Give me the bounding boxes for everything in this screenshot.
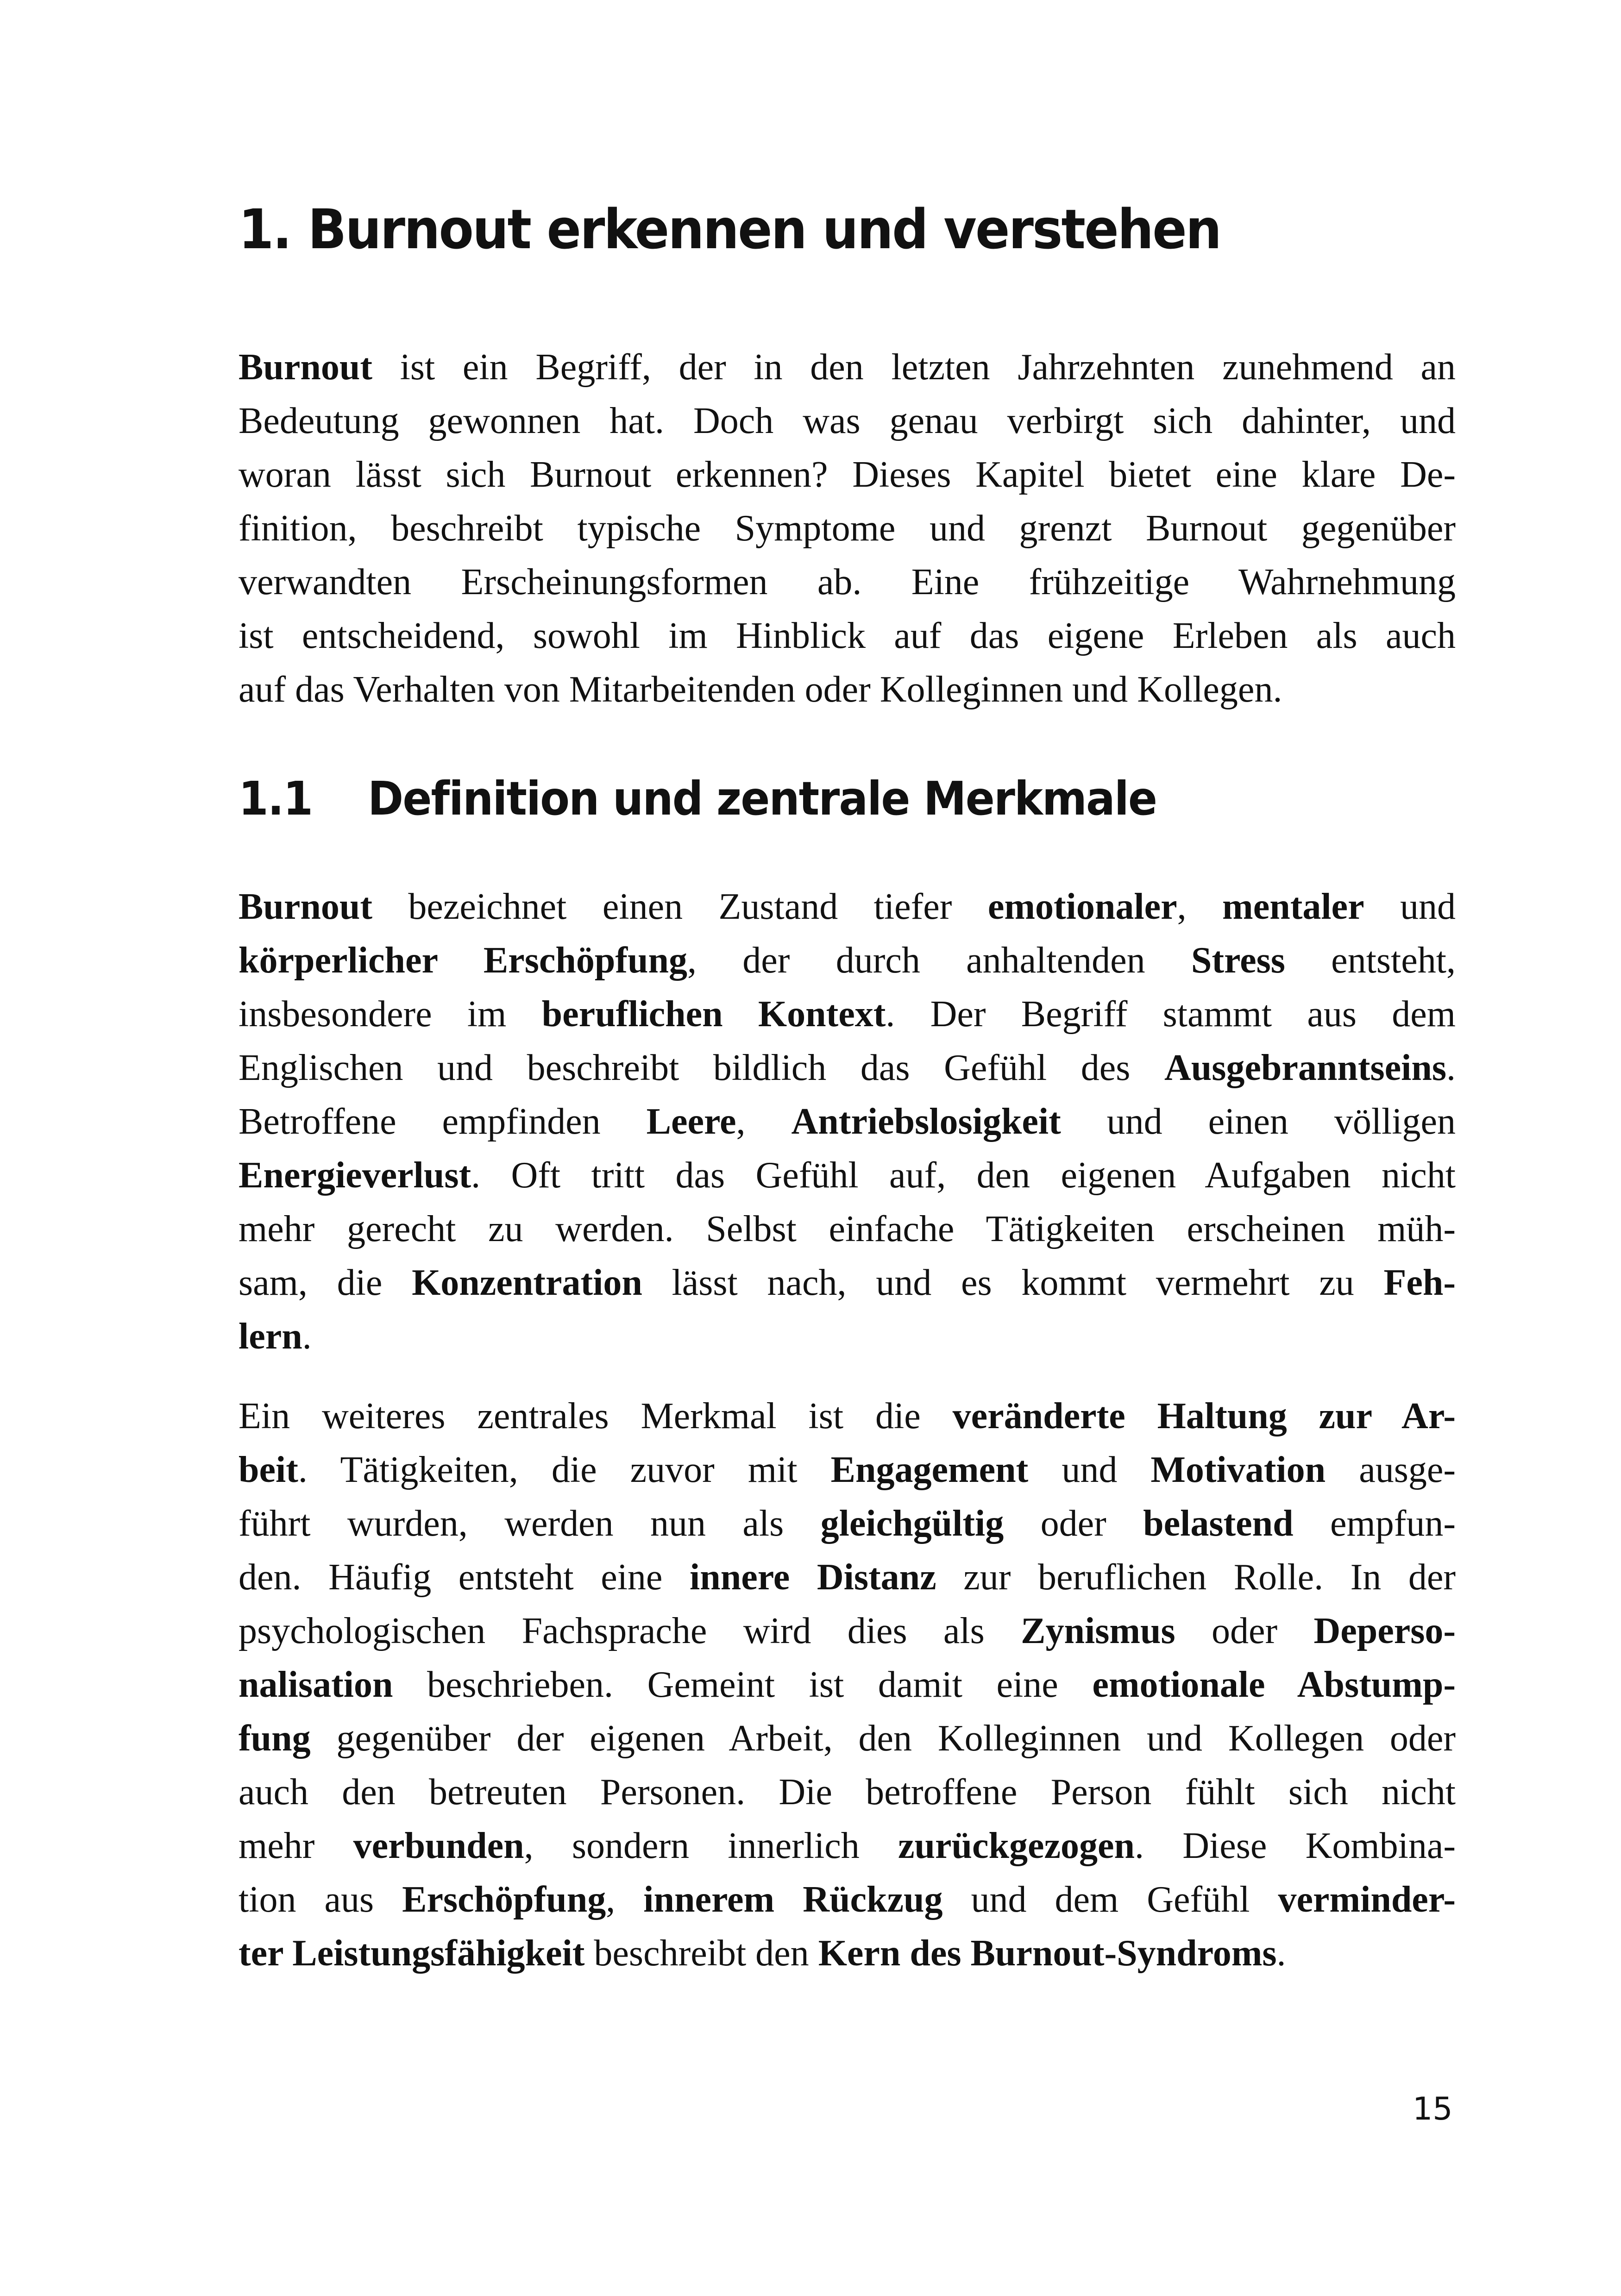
text-line: nalisation beschrieben. Gemeint ist damit eine emotionale Abstump- bbox=[239, 1664, 1456, 1705]
text-line: mehr verbunden, sondern innerlich zurückgezogen. Diese Kombina- bbox=[239, 1826, 1456, 1866]
definition-paragraph bbox=[239, 880, 1456, 1363]
emphasized-term: beit bbox=[239, 1449, 298, 1490]
emphasized-term: Feh- bbox=[1383, 1262, 1456, 1303]
emphasized-term: Leere bbox=[646, 1101, 736, 1142]
text-line: Ein weiteres zentrales Merkmal ist die veränderte Haltung zur Ar- bbox=[239, 1396, 1456, 1437]
emphasized-term: nalisation bbox=[239, 1664, 393, 1705]
emphasized-term: körperlicher Erschöpfung bbox=[239, 940, 687, 981]
text-line: fung gegenüber der eigenen Arbeit, den Kolleginnen und Kollegen oder bbox=[239, 1718, 1456, 1759]
text-line: führt wurden, werden nun als gleichgültig oder belastend empfun- bbox=[239, 1503, 1456, 1544]
text-line: sam, die Konzentration lässt nach, und es kommt vermehrt zu Feh- bbox=[239, 1262, 1456, 1303]
emphasized-term: belastend bbox=[1143, 1503, 1294, 1544]
emphasized-term: Deperso- bbox=[1313, 1611, 1456, 1651]
emphasized-term: Antriebslosigkeit bbox=[791, 1101, 1061, 1142]
text-line: den. Häufig entsteht eine innere Distanz zur beruflichen Rolle. In der bbox=[239, 1557, 1456, 1598]
text-line: Betroffene empfinden Leere, Antriebslosigkeit und einen völligen bbox=[239, 1101, 1456, 1142]
emphasized-term: Energieverlust bbox=[239, 1155, 471, 1196]
text-line: Bedeutung gewonnen hat. Doch was genau verbirgt sich dahinter, und bbox=[239, 401, 1456, 441]
chapter-heading bbox=[239, 194, 1220, 264]
text-line: woran lässt sich Burnout erkennen? Dieses Kapitel bietet eine klare De- bbox=[239, 454, 1456, 495]
text-line: verwandten Erscheinungsformen ab. Eine frühzeitige Wahrnehmung bbox=[239, 562, 1456, 602]
emphasized-term: Burnout bbox=[239, 347, 372, 388]
text-line: Energieverlust. Oft tritt das Gefühl auf, den eigenen Aufgaben nicht bbox=[239, 1155, 1456, 1196]
section-title: Definition und zentrale Merkmale bbox=[368, 772, 1157, 826]
text-line: ist entscheidend, sowohl im Hinblick auf das eigene Erleben als auch bbox=[239, 615, 1456, 656]
text-line: beit. Tätigkeiten, die zuvor mit Engagement und Motivation ausge- bbox=[239, 1449, 1456, 1490]
text-line: finition, beschreibt typische Symptome und grenzt Burnout gegenüber bbox=[239, 508, 1456, 549]
emphasized-term: mentaler bbox=[1222, 886, 1364, 927]
emphasized-term: gleichgültig bbox=[820, 1503, 1004, 1544]
emphasized-term: verminder- bbox=[1278, 1879, 1456, 1920]
emphasized-term: Zynismus bbox=[1021, 1611, 1175, 1651]
emphasized-term: innerem Rückzug bbox=[643, 1879, 943, 1920]
emphasized-term: Kern des Burnout-Syndroms bbox=[818, 1933, 1277, 1974]
emphasized-term: beruflichen Kontext bbox=[541, 994, 886, 1035]
text-line: auch den betreuten Personen. Die betroffene Person fühlt sich nicht bbox=[239, 1772, 1456, 1813]
intro-paragraph bbox=[239, 340, 1456, 716]
text-line: auf das Verhalten von Mitarbeitenden oder Kolleginnen und Kollegen. bbox=[239, 669, 1282, 710]
text-line: tion aus Erschöpfung, innerem Rückzug und dem Gefühl verminder- bbox=[239, 1879, 1456, 1920]
emphasized-term: Stress bbox=[1191, 940, 1285, 981]
section-number: 1.1 bbox=[239, 772, 313, 826]
emphasized-term: Konzentration bbox=[412, 1262, 642, 1303]
page-number: 15 bbox=[1413, 2091, 1453, 2127]
emphasized-term: emotionaler bbox=[987, 886, 1177, 927]
emphasized-term: lern bbox=[239, 1316, 302, 1357]
text-line: lern. bbox=[239, 1316, 312, 1357]
emphasized-term: Ausgebranntseins bbox=[1164, 1048, 1446, 1088]
section-heading bbox=[239, 766, 1156, 831]
text-line: Burnout bezeichnet einen Zustand tiefer emotionaler, mentaler und bbox=[239, 886, 1456, 927]
text-line: ter Leistungsfähigkeit beschreibt den Kern des Burnout-Syndroms. bbox=[239, 1933, 1286, 1974]
characteristics-paragraph bbox=[239, 1389, 1456, 1980]
text-line: Burnout ist ein Begriff, der in den letzten Jahrzehnten zunehmend an bbox=[239, 347, 1456, 388]
chapter-number: 1. bbox=[239, 197, 291, 261]
emphasized-term: Engagement bbox=[830, 1449, 1029, 1490]
emphasized-term: fung bbox=[239, 1718, 311, 1759]
text-line: insbesondere im beruflichen Kontext. Der Begriff stammt aus dem bbox=[239, 994, 1456, 1035]
text-line: psychologischen Fachsprache wird dies als Zynismus oder Deperso- bbox=[239, 1611, 1456, 1651]
text-line: körperlicher Erschöpfung, der durch anhaltenden Stress entsteht, bbox=[239, 940, 1456, 981]
emphasized-term: emotionale Abstump- bbox=[1092, 1664, 1456, 1705]
text-line: mehr gerecht zu werden. Selbst einfache Tätigkeiten erscheinen müh- bbox=[239, 1209, 1456, 1249]
emphasized-term: ter Leistungsfähigkeit bbox=[239, 1933, 585, 1974]
emphasized-term: verbunden bbox=[353, 1826, 524, 1866]
chapter-title: Burnout erkennen und verstehen bbox=[308, 197, 1221, 261]
emphasized-term: zurückgezogen bbox=[898, 1826, 1135, 1866]
emphasized-term: innere Distanz bbox=[690, 1557, 936, 1598]
emphasized-term: Burnout bbox=[239, 886, 372, 927]
text-line: Englischen und beschreibt bildlich das Gefühl des Ausgebranntseins. bbox=[239, 1048, 1456, 1088]
emphasized-term: Erschöpfung bbox=[402, 1879, 606, 1920]
emphasized-term: Motivation bbox=[1150, 1449, 1326, 1490]
emphasized-term: veränderte Haltung zur Ar- bbox=[952, 1396, 1456, 1437]
